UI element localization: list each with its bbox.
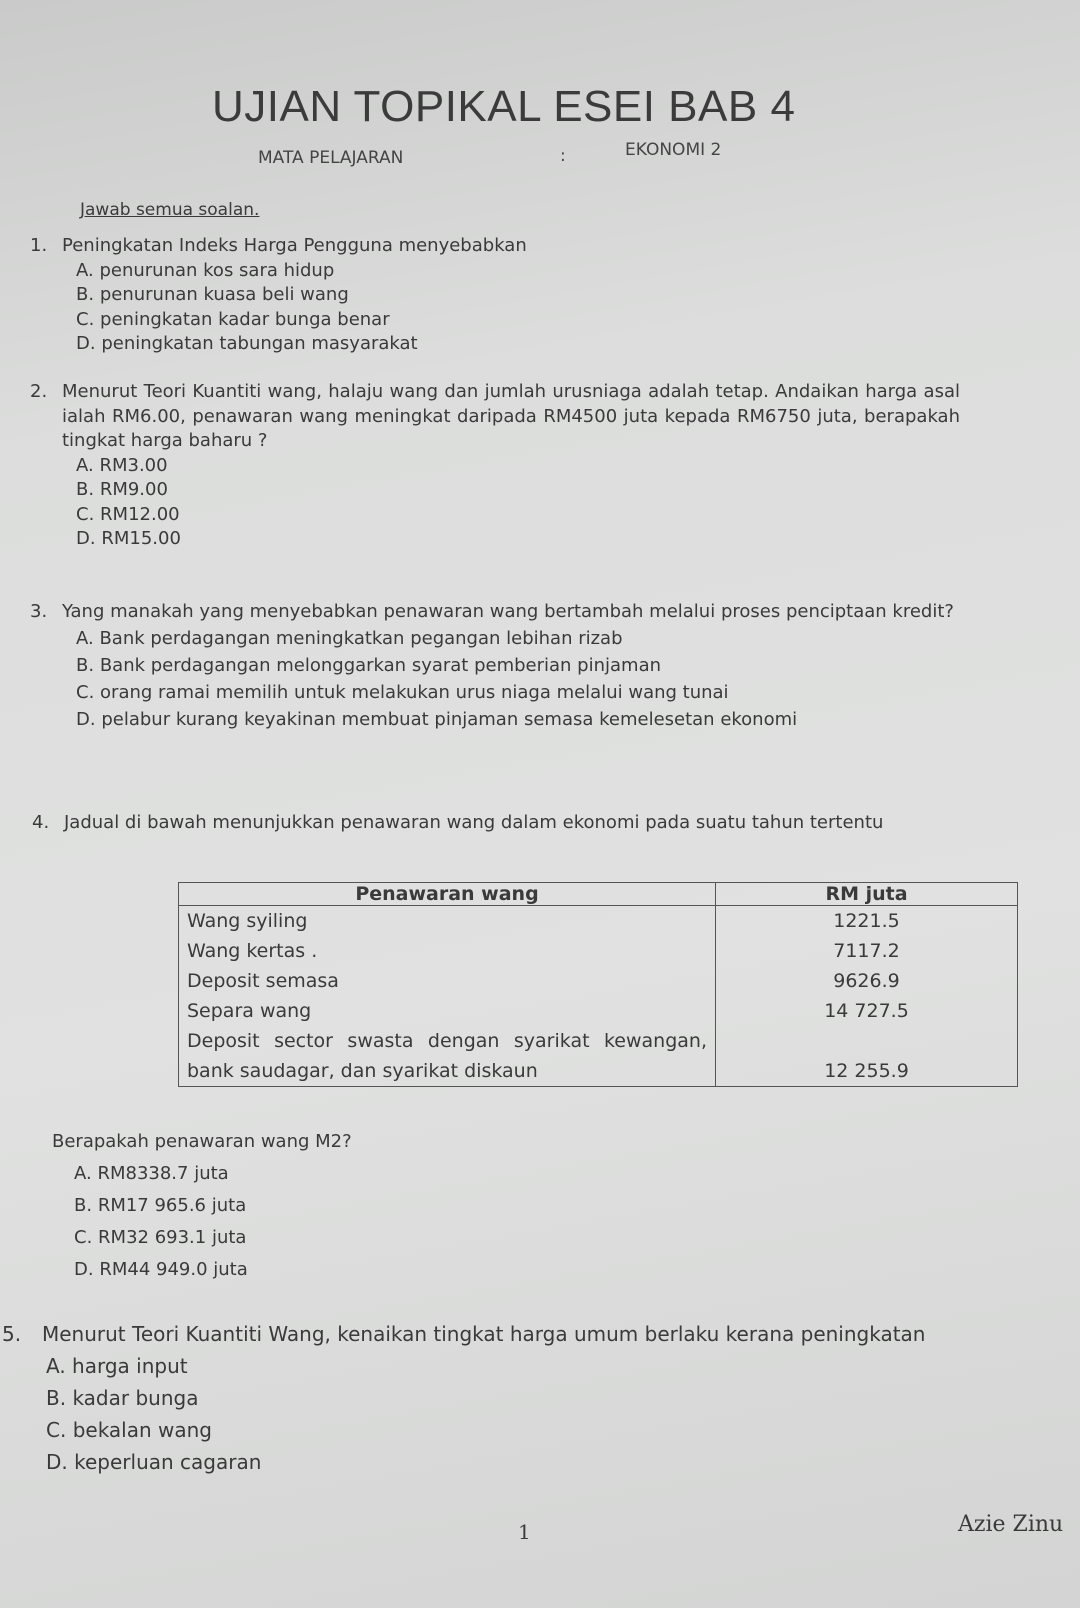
option-key: C. [74, 1227, 93, 1248]
author-name: Azie Zinu [958, 1512, 1064, 1537]
question-2 [30, 380, 960, 552]
option-key: C. [76, 503, 95, 525]
question-text: Yang manakah yang menyebabkan penawaran wang bertambah melalui proses penciptaan kredit? [62, 601, 954, 622]
question-text: Menurut Teori Kuantiti wang, halaju wang dan jumlah urusniaga adalah tetap. Andaikan harga asal ialah RM6.00, penawaran wang meningkat daripada RM4500 juta kepada RM6750 juta, berapakah tingkat harga baharu ? [62, 381, 960, 451]
followup-text: Berapakah penawaran wang M2? [52, 1131, 352, 1152]
subject-label: MATA PELAJARAN [258, 148, 404, 168]
question-number: 5. [2, 1322, 22, 1346]
option-key: B. [46, 1386, 67, 1410]
table-cell: 7117.2 [833, 940, 900, 962]
option-text: RM3.00 [99, 454, 168, 476]
option-key: B. [76, 479, 95, 500]
option-key: B. [76, 655, 95, 676]
option-text: Bank perdagangan meningkatkan pegangan lebihan rizab [99, 628, 623, 649]
question-5 [2, 1318, 926, 1478]
page-title: UJIAN TOPIKAL ESEI BAB 4 [212, 82, 796, 131]
question-3 [30, 598, 970, 733]
option-key: D. [46, 1450, 68, 1474]
option-text: RM8338.7 juta [97, 1163, 229, 1184]
option-text: pelabur kurang keyakinan membuat pinjaman semasa kemelesetan ekonomi [101, 709, 798, 730]
table-row [179, 906, 1018, 1087]
option-text: orang ramai memilih untuk melakukan urus niaga melalui wang tunai [100, 682, 729, 703]
table-cell: Wang kertas . [187, 940, 318, 962]
question-text: Jadual di bawah menunjukkan penawaran wang dalam ekonomi pada suatu tahun tertentu [64, 812, 884, 833]
option-key: B. [74, 1195, 93, 1216]
option-text: RM9.00 [99, 479, 168, 500]
subject-separator: : [560, 146, 566, 166]
option-text: Bank perdagangan melonggarkan syarat pemberian pinjaman [99, 655, 662, 676]
table-cell: 12 255.9 [824, 1060, 909, 1082]
question-number: 2. [30, 381, 48, 402]
option-text: keperluan cagaran [74, 1450, 262, 1474]
option-key: C. [46, 1418, 67, 1442]
option-text: kadar bunga [72, 1386, 199, 1410]
question-4 [32, 808, 1022, 838]
option-key: A. [74, 1163, 92, 1184]
money-supply-table [178, 882, 1018, 1087]
table-cell: 9626.9 [833, 970, 900, 992]
column-header: Penawaran wang [179, 883, 716, 906]
option-key: C. [76, 682, 95, 703]
option-text: RM44 949.0 juta [99, 1259, 248, 1280]
option-text: peningkatan kadar bunga benar [100, 308, 390, 330]
option-text: RM17 965.6 juta [97, 1195, 247, 1216]
option-text: peningkatan tabungan masyarakat [101, 333, 418, 354]
question-1 [30, 234, 980, 357]
table-cell: 1221.5 [833, 910, 900, 932]
option-text: bekalan wang [72, 1418, 213, 1442]
option-key: D. [76, 709, 96, 730]
table-cell: Separa wang [187, 1000, 312, 1022]
option-text: penurunan kuasa beli wang [99, 284, 349, 305]
table-header-row [179, 883, 1018, 906]
option-key: A. [76, 259, 94, 281]
table-cell: Wang syiling [187, 910, 308, 932]
option-text: RM12.00 [100, 503, 180, 525]
question-4-followup [52, 1126, 352, 1286]
table-cell: Deposit sector swasta dengan syarikat kewangan, bank saudagar, dan syarikat diskaun [187, 1030, 707, 1082]
subject-value: EKONOMI 2 [625, 140, 722, 160]
question-number: 1. [30, 235, 48, 256]
option-key: A. [76, 628, 94, 649]
option-key: A. [46, 1354, 66, 1378]
table-cell: 14 727.5 [824, 1000, 909, 1022]
option-key: D. [76, 528, 96, 549]
option-text: harga input [72, 1354, 188, 1378]
page-number: 1 [518, 1520, 531, 1544]
option-text: RM15.00 [101, 528, 181, 549]
option-text: RM32 693.1 juta [98, 1227, 247, 1248]
question-text: Peningkatan Indeks Harga Pengguna menyebabkan [62, 235, 527, 256]
question-number: 3. [30, 601, 48, 622]
instruction: Jawab semua soalan. [80, 200, 260, 220]
option-key: A. [76, 454, 94, 476]
option-text: penurunan kos sara hidup [99, 259, 335, 281]
question-text: Menurut Teori Kuantiti Wang, kenaikan tingkat harga umum berlaku kerana peningkatan [42, 1322, 926, 1346]
option-key: C. [76, 308, 95, 330]
table-cell: Deposit semasa [187, 970, 339, 992]
column-header: RM juta [716, 883, 1018, 906]
option-key: D. [74, 1259, 94, 1280]
option-key: B. [76, 284, 95, 305]
question-number: 4. [32, 812, 50, 833]
option-key: D. [76, 333, 96, 354]
